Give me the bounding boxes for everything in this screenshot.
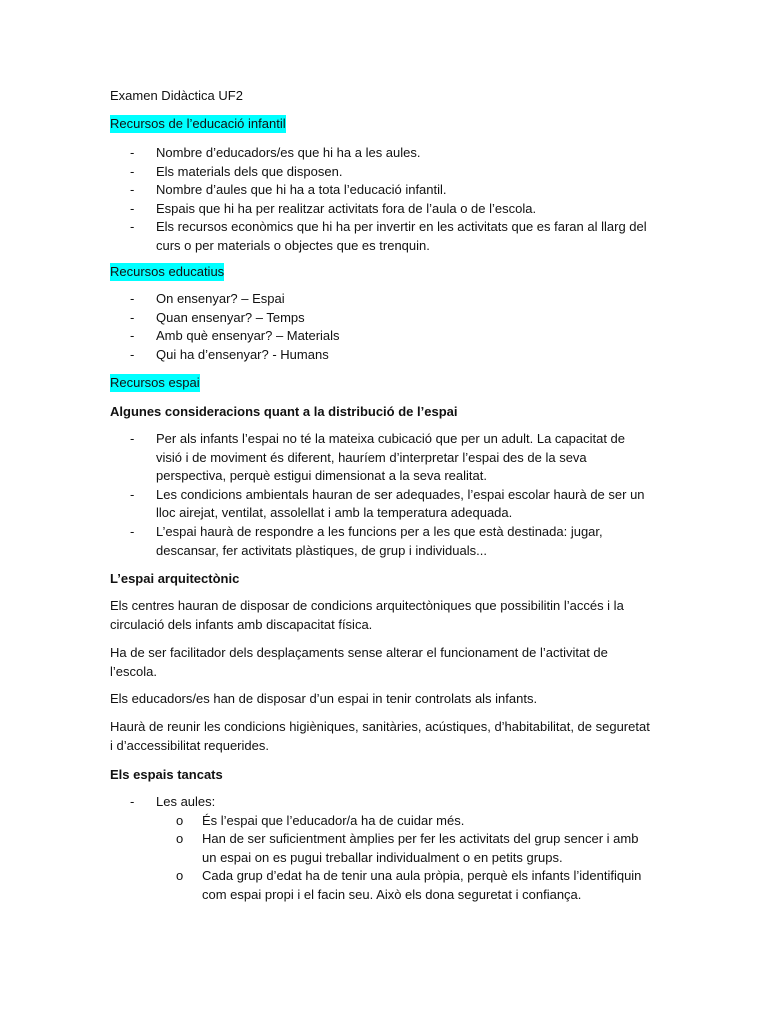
heading-recursos-educacio-infantil: Recursos de l’educació infantil xyxy=(110,116,286,131)
heading-espais-tancats: Els espais tancats xyxy=(110,767,223,782)
dash-bullet: - xyxy=(130,291,135,306)
list-item: - Les condicions ambientals hauran de ser adequades, l’espai escolar haurà de ser un lloc airejat, ventilat, assolellat i amb la temperatura adequada. xyxy=(130,486,645,521)
list-recursos-educacio-infantil xyxy=(110,144,650,256)
dash-bullet: - xyxy=(130,145,135,160)
dash-bullet: - xyxy=(130,200,135,216)
document-title: Examen Didàctica UF2 xyxy=(110,88,243,103)
paragraph: Els educadors/es han de disposar d’un espai in tenir controlats als infants. xyxy=(110,691,538,706)
list-item: - Qui ha d’ensenyar? - Humans xyxy=(110,346,650,365)
heading-recursos-educatius: Recursos educatius xyxy=(110,264,225,279)
list-item: - Espais que hi ha per realitzar activitats fora de l’aula o de l’escola. xyxy=(110,200,650,219)
list-consideracions-espai xyxy=(110,430,650,560)
dash-bullet: - xyxy=(130,309,135,325)
paragraph: Haurà de reunir les condicions higièniques, sanitàries, acústiques, d’habitabilitat, de seguretat i d’accessibilitat requerides. xyxy=(110,719,650,753)
circle-bullet: o xyxy=(176,812,184,828)
paragraph: Ha de ser facilitador dels desplaçaments sense alterar el funcionament de l’activitat de l’escola. xyxy=(110,645,608,679)
dash-bullet: - xyxy=(130,163,135,179)
dash-bullet: - xyxy=(130,431,135,446)
list-item: - Nombre d’educadors/es que hi ha a les aules. xyxy=(110,144,650,163)
list-item: - Nombre d’aules que hi ha a tota l’educació infantil. xyxy=(110,181,650,200)
sublist-item: o Cada grup d’edat ha de tenir una aula pròpia, perquè els infants l’identifiquin com espai propi i el facin seu. Això els dona seguretat i confiança. xyxy=(176,868,642,902)
dash-bullet: - xyxy=(130,486,135,502)
circle-bullet: o xyxy=(176,831,184,847)
list-item: - Quan ensenyar? – Temps xyxy=(110,309,650,328)
heading-espai-arquitectonic: L’espai arquitectònic xyxy=(110,571,240,586)
list-item: - L’espai haurà de respondre a les funcions per a les que està destinada: jugar, descansar, fer activitats plàstiques, de grup i individuals... xyxy=(130,523,603,558)
list-item: - Els recursos econòmics que hi ha per invertir en les activitats que es faran al llarg del curs o per materials o objectes que es trenquin. xyxy=(130,219,647,253)
list-item: - Per als infants l’espai no té la mateixa cubicació que per un adult. La capacitat de visió i de moviment és diferent, hauríem d’interpretar l’espai des de la seva perspectiva, perquè estigui dimensionat a la seva realitat. xyxy=(130,431,626,484)
list-item: - Les aules: o És l’espai que l’educador/a ha de cuidar més. o Han de ser suficientment àmplies per fer les activitats del grup sencer i amb un espai on es pugui treballar individualment o en petits grups. o Cada grup d’edat ha de tenir una aula pròpia, perquè els infants l’identifiquin com espai propi i el facin seu. Això els dona seguretat i confiança. xyxy=(110,793,650,905)
heading-recursos-espai: Recursos espai xyxy=(110,375,200,390)
subheading-distribucio-espai: Algunes consideracions quant a la distribució de l’espai xyxy=(110,404,458,419)
dash-bullet: - xyxy=(130,523,135,539)
sublist-aules xyxy=(156,812,650,905)
dash-bullet: - xyxy=(130,219,135,235)
list-item: - Amb què ensenyar? – Materials xyxy=(110,327,650,346)
sublist-item: o Han de ser suficientment àmplies per fer les activitats del grup sencer i amb un espai on es pugui treballar individualment o en petits grups. xyxy=(176,831,639,865)
paragraph: Els centres hauran de disposar de condicions arquitectòniques que possibilitin l’accés i la circulació dels infants amb discapacitat física. xyxy=(110,598,624,632)
dash-bullet: - xyxy=(130,346,135,362)
list-espais-tancats xyxy=(110,793,650,905)
dash-bullet: - xyxy=(130,182,135,198)
list-item: - On ensenyar? – Espai xyxy=(110,290,650,309)
dash-bullet: - xyxy=(130,328,135,344)
dash-bullet: - xyxy=(130,794,135,809)
list-item: - Els materials dels que disposen. xyxy=(110,163,650,182)
sublist-item: o És l’espai que l’educador/a ha de cuidar més. xyxy=(156,812,650,831)
circle-bullet: o xyxy=(176,868,184,884)
list-recursos-educatius xyxy=(110,290,650,364)
